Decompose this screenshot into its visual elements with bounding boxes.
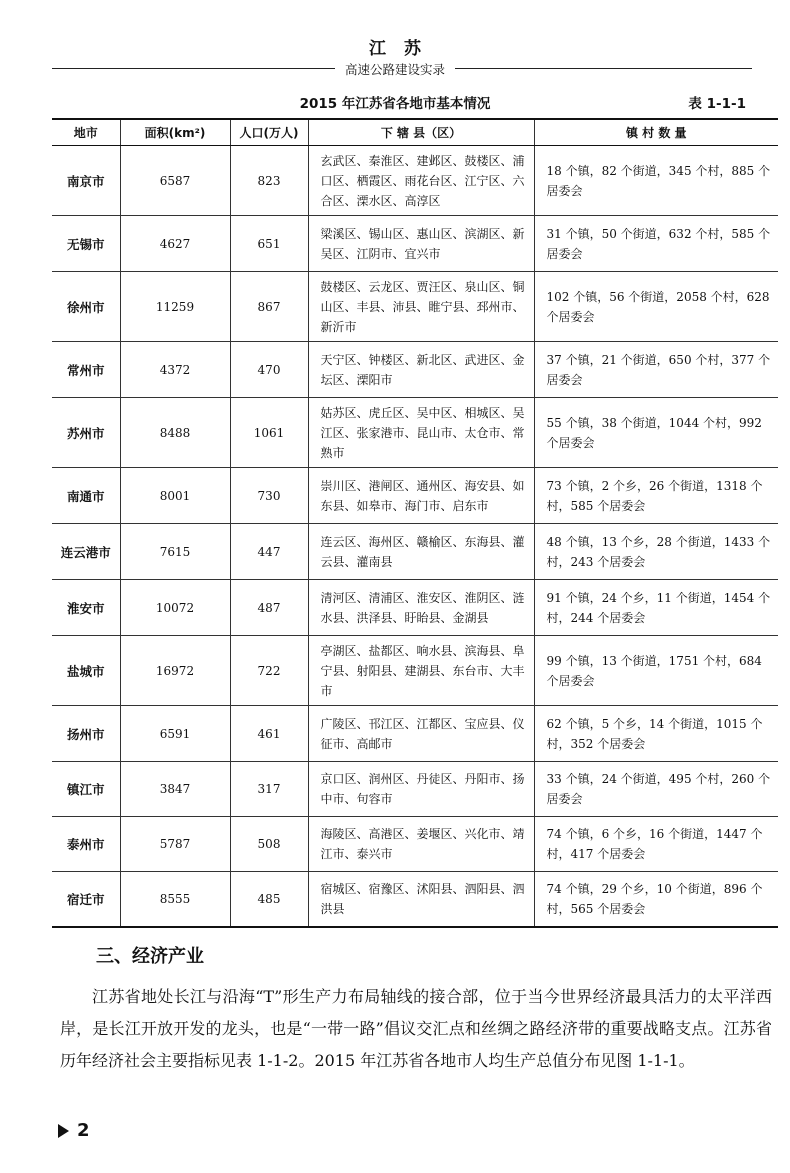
counties-cell: 天宁区、钟楼区、新北区、武进区、金坛区、溧阳市 <box>308 342 534 398</box>
area-cell: 8555 <box>120 872 230 927</box>
city-cell: 淮安市 <box>52 580 120 636</box>
table-row <box>52 762 778 817</box>
counties-cell: 宿城区、宿豫区、沭阳县、泗阳县、泗洪县 <box>308 872 534 927</box>
running-header-subtitle: 高速公路建设实录 <box>335 60 455 78</box>
population-cell: 730 <box>230 468 308 524</box>
towns-cell: 74 个镇，29 个乡，10 个街道，896 个村，565 个居委会 <box>534 872 778 927</box>
towns-cell: 31 个镇，50 个街道，632 个村，585 个居委会 <box>534 216 778 272</box>
area-cell: 4627 <box>120 216 230 272</box>
city-cell: 连云港市 <box>52 524 120 580</box>
area-cell: 11259 <box>120 272 230 342</box>
section-heading: 三、经济产业 <box>96 946 204 967</box>
column-header-population: 人口(万人) <box>230 119 308 146</box>
counties-cell: 海陵区、高港区、姜堰区、兴化市、靖江市、泰兴市 <box>308 817 534 872</box>
counties-cell: 广陵区、邗江区、江都区、宝应县、仪征市、高邮市 <box>308 706 534 762</box>
column-header-area: 面积(km²) <box>120 119 230 146</box>
table-row <box>52 524 778 580</box>
towns-cell: 62 个镇，5 个乡，14 个街道，1015 个村，352 个居委会 <box>534 706 778 762</box>
table-number: 表 1-1-1 <box>688 96 746 112</box>
city-cell: 南通市 <box>52 468 120 524</box>
counties-cell: 鼓楼区、云龙区、贾汪区、泉山区、铜山区、丰县、沛县、睢宁县、邳州市、新沂市 <box>308 272 534 342</box>
population-cell: 317 <box>230 762 308 817</box>
area-cell: 6591 <box>120 706 230 762</box>
table-row <box>52 398 778 468</box>
population-cell: 1061 <box>230 398 308 468</box>
population-cell: 651 <box>230 216 308 272</box>
towns-cell: 37 个镇，21 个街道，650 个村，377 个居委会 <box>534 342 778 398</box>
city-info-table <box>52 118 778 928</box>
counties-cell: 亭湖区、盐都区、响水县、滨海县、阜宁县、射阳县、建湖县、东台市、大丰市 <box>308 636 534 706</box>
table-row <box>52 580 778 636</box>
city-cell: 无锡市 <box>52 216 120 272</box>
running-header-title: 江苏 <box>369 39 439 59</box>
counties-cell: 姑苏区、虎丘区、吴中区、相城区、吴江区、张家港市、昆山市、太仓市、常熟市 <box>308 398 534 468</box>
page-number: 2 <box>77 1120 90 1141</box>
triangle-right-icon <box>58 1124 69 1138</box>
city-cell: 苏州市 <box>52 398 120 468</box>
table-row <box>52 272 778 342</box>
towns-cell: 74 个镇，6 个乡，16 个街道，1447 个村，417 个居委会 <box>534 817 778 872</box>
towns-cell: 99 个镇，13 个街道，1751 个村，684 个居委会 <box>534 636 778 706</box>
counties-cell: 连云区、海州区、赣榆区、东海县、灌云县、灌南县 <box>308 524 534 580</box>
area-cell: 3847 <box>120 762 230 817</box>
population-cell: 867 <box>230 272 308 342</box>
area-cell: 8488 <box>120 398 230 468</box>
counties-cell: 京口区、润州区、丹徒区、丹阳市、扬中市、句容市 <box>308 762 534 817</box>
table-row <box>52 342 778 398</box>
city-cell: 扬州市 <box>52 706 120 762</box>
towns-cell: 73 个镇，2 个乡，26 个街道，1318 个村，585 个居委会 <box>534 468 778 524</box>
towns-cell: 18 个镇，82 个街道，345 个村，885 个居委会 <box>534 146 778 216</box>
area-cell: 10072 <box>120 580 230 636</box>
table-row <box>52 468 778 524</box>
body-paragraph: 江苏省地处长江与沿海“T”形生产力布局轴线的接合部，位于当今世界经济最具活力的太平洋西岸，是长江开放开发的龙头，也是“一带一路”倡议交汇点和丝绸之路经济带的重要战略支点。江苏省历年经济社会主要指标见表 1-1-2。2015 年江苏省各地市人均生产总值分布见图 1-1-1。 <box>60 987 772 1070</box>
population-cell: 485 <box>230 872 308 927</box>
city-cell: 泰州市 <box>52 817 120 872</box>
table-row <box>52 146 778 216</box>
counties-cell: 清河区、清浦区、淮安区、淮阴区、涟水县、洪泽县、盱眙县、金湖县 <box>308 580 534 636</box>
population-cell: 508 <box>230 817 308 872</box>
population-cell: 447 <box>230 524 308 580</box>
area-cell: 8001 <box>120 468 230 524</box>
running-header-subtitle-wrap <box>0 59 790 78</box>
population-cell: 470 <box>230 342 308 398</box>
city-cell: 宿迁市 <box>52 872 120 927</box>
city-cell: 镇江市 <box>52 762 120 817</box>
population-cell: 461 <box>230 706 308 762</box>
towns-cell: 33 个镇，24 个街道，495 个村，260 个居委会 <box>534 762 778 817</box>
table-row <box>52 872 778 927</box>
city-cell: 徐州市 <box>52 272 120 342</box>
area-cell: 6587 <box>120 146 230 216</box>
column-header-city: 地市 <box>52 119 120 146</box>
area-cell: 7615 <box>120 524 230 580</box>
table-row <box>52 216 778 272</box>
city-cell: 南京市 <box>52 146 120 216</box>
towns-cell: 102 个镇，56 个街道，2058 个村，628 个居委会 <box>534 272 778 342</box>
table-header-row <box>52 119 778 146</box>
towns-cell: 91 个镇，24 个乡，11 个街道，1454 个村，244 个居委会 <box>534 580 778 636</box>
column-header-counties: 下 辖 县（区） <box>308 119 534 146</box>
area-cell: 5787 <box>120 817 230 872</box>
page-footer <box>58 1120 90 1141</box>
column-header-towns: 镇 村 数 量 <box>534 119 778 146</box>
towns-cell: 48 个镇，13 个乡，28 个街道，1433 个村，243 个居委会 <box>534 524 778 580</box>
table-row <box>52 817 778 872</box>
population-cell: 823 <box>230 146 308 216</box>
towns-cell: 55 个镇，38 个街道，1044 个村，992 个居委会 <box>534 398 778 468</box>
table-row <box>52 636 778 706</box>
table-row <box>52 706 778 762</box>
area-cell: 16972 <box>120 636 230 706</box>
area-cell: 4372 <box>120 342 230 398</box>
counties-cell: 玄武区、秦淮区、建邺区、鼓楼区、浦口区、栖霞区、雨花台区、江宁区、六合区、溧水区、高淳区 <box>308 146 534 216</box>
city-cell: 盐城市 <box>52 636 120 706</box>
city-cell: 常州市 <box>52 342 120 398</box>
population-cell: 722 <box>230 636 308 706</box>
counties-cell: 梁溪区、锡山区、惠山区、滨湖区、新吴区、江阴市、宜兴市 <box>308 216 534 272</box>
counties-cell: 崇川区、港闸区、通州区、海安县、如东县、如皋市、海门市、启东市 <box>308 468 534 524</box>
population-cell: 487 <box>230 580 308 636</box>
table-caption: 2015 年江苏省各地市基本情况 <box>299 96 491 112</box>
